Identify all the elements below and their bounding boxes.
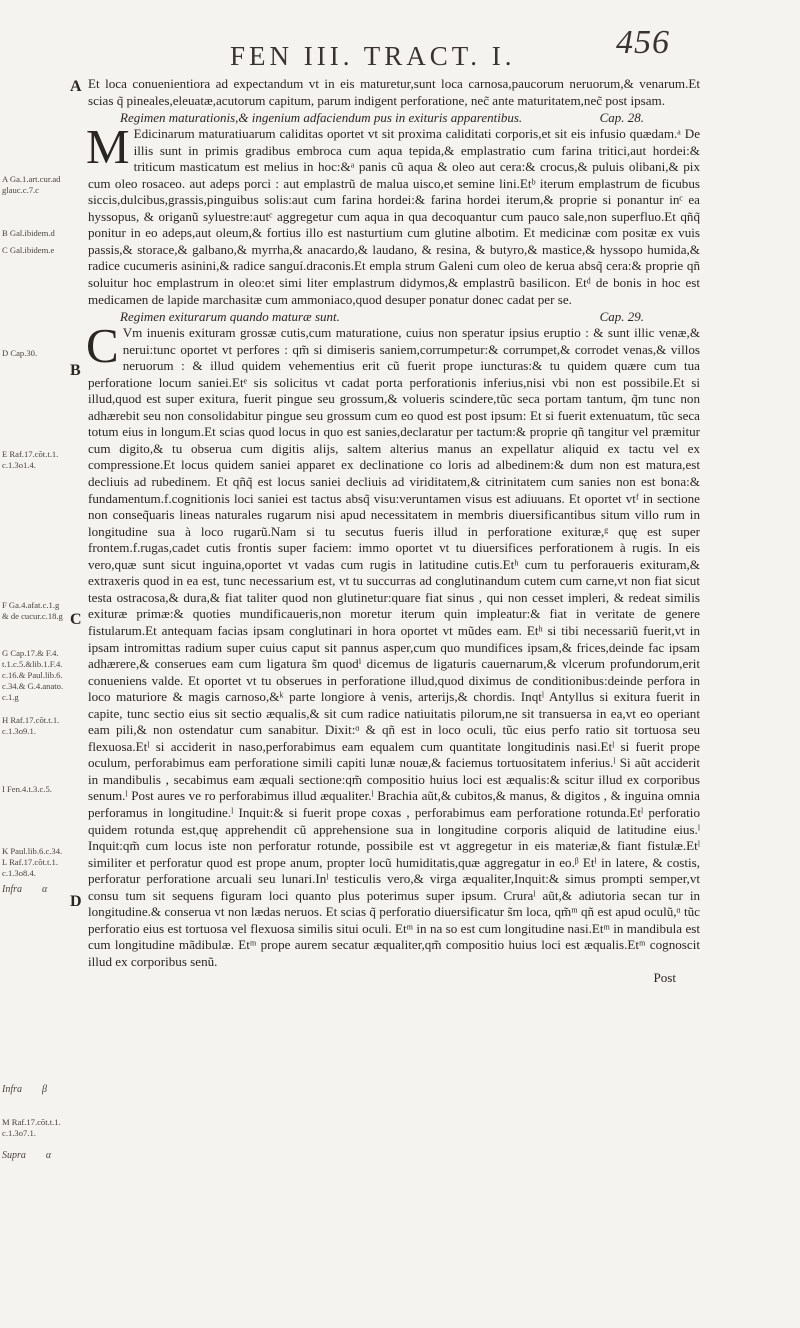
- paragraph-text: Vm inuenis exituram grossæ cutis,cum maturatione, cuius non speratur ipsius eruptio : & sunt illic venæ,& nerui:tunc oportet vt perfores : qm̃ si dimiseris saniem,corrumpetur:& corrumpet,& corrodet venas,& villos neruorum : & illud quidem vehementius erit cũ fuerit prope iuncturas:& tu quidem quære cum tua perforatione locum saniei.Etᵉ sis solicitus vt cadat porta perforationis inferius,nisi vbi non est possibile.Et si illud,quod est super exitura, fuerit pingue seu grossum,& volueris scindere,tũc seca portam tantum, q̃m tunc non adhærebit seu non consolidabitur pingue seu grossum cum eo quod est post ipsum: Et si fuerit extenuatum, tũc seca totum eius in longum.Et scias quod locus in quo est sanies,declaratur per tactum:& proprie qñ tangitur vel præmitur cum digito,& tu obserua cum digitis alijs, saltem alterius manus an expellatur aliquid ex tactu vel ex compressione.Et locus quidem saniei apparet ex declinatione co loris ad albedinem:& dum non est matura,est decliuis ad rubedinem. Et qñq̃ est locus saniei decliuis ad viriditatem,& citrinitatem cum sanies non est bona:& fundamentum.f.cognitionis loci saniei est tactus absq̃ visu:veruntamen visus est adiuuans. Et oportet vtᶠ in sectione non conseq̃uaris lineas naturales rugarum nisi apud necessitatem in membris diuersificantibus situm villo rum in longitudine sua à loco rugarũ.Nam si tu secutus fueris illud in perforatione exituræ,ᵍ quę est super frontem.f.rugas,cadet cutis frontis super faciem: immo oportet vt tu diuersifices perforationem à rugis. In eis vero,quæ sunt sicut inguina,oportet vt vadas cum rugis in latitudine cutis.Etʰ cum tu perforaueris exituram,& extraxeris quod in ea est, tunc necessarium est, vt tu succurras ad conglutinandum cutem cum carne,vt non fiat sicut testa ostracosa,& dura,& fiat taliter quod non glutinetur:quare fiat sinus , qui non cesset impleri, & redeat similis exituræ primæ:& quoties mundificaueris,non moretur iterum quin impleatur:& fiat in veritate de genere fistularum.Et antequam facias ipsam conglutinari in hora oportet vt mũdes eam. Etʰ si tibi necessariũ fuerit,vt in ipsam intromittas radium super cuius caput sit pannus asper,cum quo mundifices ipsam,& frices,deinde fac ipsam adhærere,& conserues eam cum ligatura s̃m quodⁱ dicemus de ligaturis cauernarum,& vlcerum profundorum,erit conueniens valde. Et oportet vt tu obserues in perforatione illud,quod diximus de conditionibus:deinde perfora in loco maturiore & magis carnoso,&ᵏ parte longiore à venis, arterijs,& chordis. Inqtˡ Antyllus si exitura fuerit in capite, tunc sectio eius sit sectio æqualis,& sit cum radice natiuitatis pilorum,ne sit transuersa in ea,vt eo operiant eam pili,& non ostendatur cum sanabitur. Dixit:ᵅ & qñ est in loco oculi, tũc eius perfo ratio sit tortuosa seu flexuosa.Etˡ si acciderit in naso,perforabimus eam equalem cum quantitate longitudinis nasi.Etˡ si fuerit prope oculum, perforabimus eam perforatione simili capiti lunæ nouæ,& faciemus tortuositatem inferius.ˡ Si aũt acciderit in mandibulis , secabimus eam æquali sectione:qm̃ compositio huius loci est æqualis:& scitur illud ex corporibus senum.ˡ Post aures ve ro perforabimus illud æqualiter.ˡ Brachia aũt,& cubitos,& manus, & digitos , & inguina omnia perforamus in longitudine.ˡ Inquit:& si fuerit prope coxas , perforabimus eam perforatione rotunda.Etˡ perforatio quidem rotunda est,quę apprehendit cũ apprehensione sua in longitudine corporis aliquid de latitudine eius.ˡ Inquit:qm̃ cum locus iste non perforatur rotunde, possibile est vt aggregetur in eis materiæ,& fiant fistulæ.Etˡ similiter et perforatur quod est prope anum, propter locũ humiditatis,quæ aggregatur in eo.ᵝ Etˡ in latere, & costis, perforatur perforatione arcuali seu lunari.Inˡ testiculis vero,& virga æqualiter,Inquit:& simus prompti semper,vt consu tum sit sequens figuram loci quanto plus poterimus super ipsum. Cruraˡ aũt,& adiutoria secan tur in longitudine.& conserua vt non lædas neruos. Et scias q̃ perforatio diuersificatur s̃m loca, qm̃ᵐ qñ est apud oculũ,ᵅ tũc perforatio eius est tortuosa vel flexuosa similis situi oculi. Etᵐ in na so est cum longitudine nasi.Etᵐ in mandibula est cum longitudine mãdibulæ. Etᵐ prope aurem secatur æqualiter,qm̃ compositio huius loci est æqualis.Etᵐ cognoscit illud ex corporibus senũ.: [88, 325, 700, 969]
- margin-notes: [2, 0, 82, 1328]
- folio-number: 456: [616, 24, 670, 61]
- margin-note: I Fen.4.t.3.c.5.: [2, 784, 52, 794]
- chapter-number: Cap. 28.: [599, 110, 644, 126]
- chapter-heading: [88, 308, 700, 325]
- margin-note: A Ga.1.art.cur.ad glauc.c.7.c: [2, 174, 61, 195]
- section-letter-c: C: [70, 611, 82, 628]
- margin-note: E Raf.17.cõt.t.1. c.1.3o1.4.: [2, 449, 59, 470]
- running-title: FEN III. TRACT. I.: [230, 41, 516, 71]
- margin-note-infra: Infra α: [2, 884, 48, 895]
- margin-note: H Raf.17.cõt.t.1. c.1.3o9.1.: [2, 715, 60, 736]
- paragraph: Et loca conuenientiora ad expectandum vt in eis maturetur,sunt loca carnosa,paucorum neruorum,& venarum.Et scias q̃ pineales,eleuatæ,acutorum capitum, parum indigent perforatione, nec̃ ante maturitatem,nec̃ post ipsam.: [88, 76, 700, 108]
- section-letter-b: B: [70, 362, 81, 379]
- paragraph-text: Edicinarum maturatiuarum caliditas oportet vt sit proxima caliditati corporis,et sit eis infusio quædam.ᵃ De illis sunt in primis gradibus embroca cum aqua tepida,& emplastratio cum farina tritici,aut hordei:& triticum masticatum est melius in hoc:&ᵃ panis cũ aqua & oleo aut cera:& crocus,& puluis olibani,& pix cum oleo rosaceo. aut adeps porci : aut emplastrũ de malua uisco,et semine lini.Etᵇ iterum emplastrum de ficubus siccis,dulcibus,grassis,pinguibus solis:aut cum farina hordei:& farina hordei iterum,& proprie si ponantur inᶜ ea hyssopus, & origanũ syluestre:autᶜ aggregetur cum aqua in qua decoquantur cum pauco sale,non superfluo.Et qñq̃ ponitur in eo adeps,aut oleum,& fortius illo est nasturtium cum glutine albotim. Et medicinæ com positæ ex vuis passis,& storace,& galbano,& myrrha,& anacardo,& laudano, & resina, & butyro,& mastice,& hyssopo humida,& radice cucumeris asinini,& radice sanguí.draconis.Et empla strum Galeni cum oleo de kerua absq̃ cera:& proprie qñ soluitur hoc emplastrum in oleo:et simi liter emplastrum didymos,& emplastrũ basilicon. Etᵈ de bonis in hoc est medicamen de lapide marchasitæ cum ammoniaco,quod desuper ponatur donec cadat per se.: [88, 126, 700, 307]
- drop-cap: C: [86, 318, 119, 374]
- margin-note: G Cap.17.& F.4. t.1.c.5.&lib.1.F.4. c.16.& Paul.lib.6. c.34.& G.4.anato. c.1.g: [2, 648, 64, 702]
- margin-note-infra: Infra β: [2, 1084, 47, 1095]
- margin-note: D Cap.30.: [2, 348, 38, 358]
- margin-mark: β: [42, 1084, 47, 1095]
- margin-mark: α: [45, 1150, 52, 1161]
- margin-note: M Raf.17.cõt.t.1. c.1.3o7.1.: [2, 1117, 61, 1138]
- margin-note: B Gal.ibidem.d: [2, 228, 55, 238]
- chapter-heading: [88, 109, 700, 126]
- margin-note-supra: Supra α: [2, 1150, 52, 1161]
- section-letter-a: A: [70, 78, 82, 95]
- margin-note: C Gal.ibidem.e: [2, 245, 55, 255]
- main-text: [88, 76, 700, 987]
- section-letter-d: D: [70, 893, 82, 910]
- chapter-title: Regimen maturationis,& ingenium adfaciendum pus in exituris apparentibus.: [120, 110, 523, 126]
- margin-note: K Paul.lib.6.c.34. L Raf.17.cõt.t.1. c.1.3o8.4.: [2, 846, 63, 878]
- chapter-title: Regimen exiturarum quando maturæ sunt.: [120, 309, 340, 325]
- paragraph: [86, 119, 700, 308]
- margin-mark: α: [42, 884, 48, 895]
- margin-note: F Ga.4.afat.c.1.g & de cucur.c.18.g: [2, 600, 63, 621]
- page-header: [230, 24, 680, 72]
- chapter-number: Cap. 29.: [599, 309, 644, 325]
- drop-cap: M: [86, 119, 130, 175]
- catchword: Post: [653, 970, 676, 986]
- paragraph: [86, 318, 700, 970]
